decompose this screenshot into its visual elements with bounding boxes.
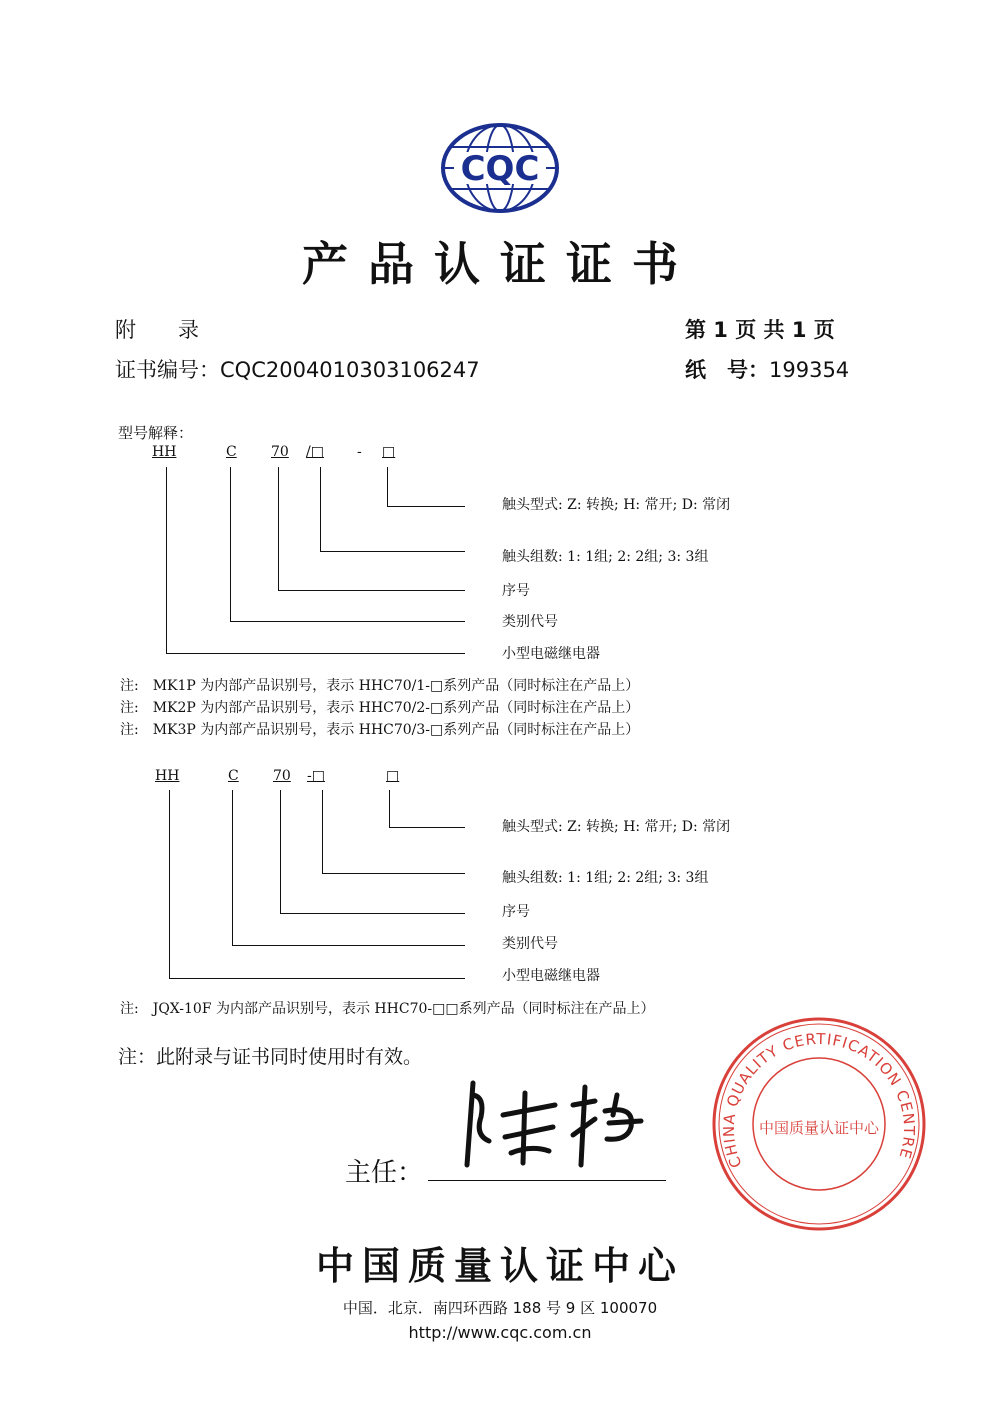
- code-c: C: [228, 768, 239, 784]
- label-contact-groups: 触头组数: 1: 1组; 2: 2组; 3: 3组: [502, 870, 709, 886]
- label-relay: 小型电磁继电器: [502, 646, 600, 662]
- label-contact-groups: 触头组数: 1: 1组; 2: 2组; 3: 3组: [502, 549, 709, 565]
- code-c: C: [226, 444, 237, 460]
- code-box: □: [386, 768, 400, 784]
- label-category: 类别代号: [502, 614, 558, 630]
- paper-no-label: 纸 号：: [685, 358, 769, 382]
- footer-org: 中国质量认证中心: [315, 1244, 684, 1288]
- code-hh: HH: [152, 444, 177, 460]
- appendix-label: 附 录: [115, 318, 199, 342]
- cert-no-row: [115, 354, 480, 384]
- footer-address: 中国．北京．南四环西路 188 号 9 区 100070: [342, 1299, 658, 1317]
- cqc-logo: [440, 122, 560, 214]
- certification-stamp: [710, 1015, 928, 1233]
- logo-text: CQC: [460, 149, 540, 189]
- footer-url[interactable]: http://www.cqc.com.cn: [408, 1323, 592, 1342]
- cert-no-label: 证书编号：: [115, 358, 220, 382]
- code-dash: -: [357, 444, 362, 460]
- code-70: 70: [273, 768, 291, 784]
- cert-no: CQC2004010303106247: [220, 358, 480, 382]
- label-serial: 序号: [502, 583, 530, 599]
- page-title: 产品认证证书: [302, 237, 698, 291]
- svg-text:CHINA QUALITY CERTIFICATION CE: [720, 1030, 918, 1170]
- label-contact-type: 触头型式: Z: 转换; H: 常开; D: 常闭: [502, 497, 731, 513]
- note-mk1p: 注: MK1P 为内部产品识别号，表示 HHC70/1-□系列产品（同时标注在产品上）: [120, 678, 640, 694]
- label-category: 类别代号: [502, 936, 558, 952]
- label-relay: 小型电磁继电器: [502, 968, 600, 984]
- note-jqx: 注: JQX-10F 为内部产品识别号，表示 HHC70-□□系列产品（同时标注在产品上）: [120, 1001, 655, 1017]
- label-contact-type: 触头型式: Z: 转换; H: 常开; D: 常闭: [502, 819, 731, 835]
- signature: [445, 1075, 655, 1179]
- code-dash-box: -□: [307, 768, 325, 784]
- paper-no: 199354: [769, 358, 850, 382]
- code-slash-box: /□: [306, 444, 324, 460]
- code-hh: HH: [155, 768, 180, 784]
- model-explain-label: 型号解释：: [118, 424, 194, 442]
- note-mk2p: 注: MK2P 为内部产品识别号，表示 HHC70/2-□系列产品（同时标注在产品上）: [120, 700, 640, 716]
- code-70: 70: [271, 444, 289, 460]
- stamp-outer-text: CHINA QUALITY CERTIFICATION CENTRE: [719, 1029, 919, 1171]
- director-label: 主任：: [345, 1158, 424, 1188]
- stamp-inner-text: 中国质量认证中心: [758, 1119, 880, 1137]
- paper-no-row: [685, 354, 849, 384]
- code-box: □: [382, 444, 396, 460]
- label-serial: 序号: [502, 904, 530, 920]
- validity-note: 注：此附录与证书同时使用时有效。: [118, 1046, 423, 1068]
- page-indicator: 第 1 页 共 1 页: [685, 318, 835, 342]
- note-mk3p: 注: MK3P 为内部产品识别号，表示 HHC70/3-□系列产品（同时标注在产品上）: [120, 722, 640, 738]
- signature-line: [428, 1180, 666, 1181]
